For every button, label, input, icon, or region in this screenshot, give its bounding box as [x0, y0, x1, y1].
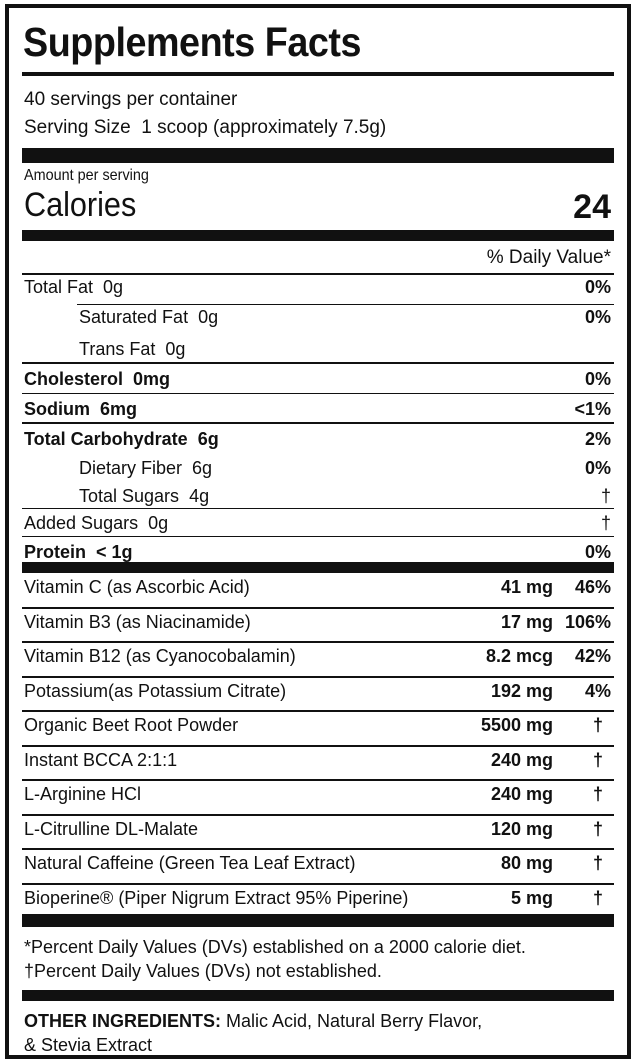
ingredient-amount: 240 mg [490, 750, 553, 770]
nutrient-amount: 0g [155, 339, 186, 359]
supplement-facts-label [5, 4, 631, 1059]
ingredient-daily-value: 46% [574, 577, 611, 597]
nutrient-label [24, 370, 170, 388]
nutrient-daily-value: 0% [584, 307, 611, 327]
divider [22, 72, 614, 76]
ingredient-daily-value: † [592, 853, 603, 873]
nutrient-label [79, 459, 212, 477]
ingredient-name: Natural Caffeine (Green Tea Leaf Extract) [24, 853, 356, 873]
row-divider [22, 508, 614, 509]
row-divider [22, 779, 614, 781]
nutrient-name: Dietary Fiber [79, 458, 183, 478]
ingredient-daily-value: † [592, 750, 603, 770]
ingredient-daily-value: † [592, 819, 603, 839]
row-divider [22, 273, 614, 275]
other-ingredients-label: OTHER INGREDIENTS: [24, 1011, 222, 1031]
divider-thick [22, 562, 614, 573]
nutrient-label [79, 308, 218, 326]
ingredient-name: Organic Beet Root Powder [24, 715, 239, 735]
ingredient-amount: 192 mg [490, 681, 553, 701]
nutrient-amount: 0g [188, 307, 219, 327]
row-divider [22, 883, 614, 885]
ingredient-amount: 17 mg [500, 612, 553, 632]
row-divider [22, 362, 614, 364]
divider-thick [22, 148, 614, 163]
ingredient-name: Bioperine® (Piper Nigrum Extract 95% Piperine) [24, 888, 409, 908]
ingredient-name: L-Arginine HCl [24, 784, 142, 804]
nutrient-name: Total Fat [24, 277, 94, 297]
nutrient-name: Added Sugars [24, 513, 139, 533]
other-ingredients [24, 1012, 482, 1030]
footnote-dv-established: *Percent Daily Values (DVs) established on a 2000 calorie diet. [24, 937, 526, 957]
row-divider [77, 304, 614, 305]
nutrient-name: Cholesterol [24, 369, 124, 389]
nutrient-label [24, 400, 137, 418]
ingredient-daily-value: † [592, 784, 603, 804]
daily-value-header: % Daily Value* [486, 247, 611, 268]
ingredient-amount: 240 mg [490, 784, 553, 804]
ingredient-amount: 5500 mg [480, 715, 553, 735]
ingredient-daily-value: 42% [574, 646, 611, 666]
nutrient-name: Trans Fat [79, 339, 156, 359]
divider-thick [22, 230, 614, 241]
nutrient-daily-value: 0% [584, 458, 611, 478]
ingredient-amount: 8.2 mcg [485, 646, 553, 666]
serving-size [24, 118, 386, 137]
nutrient-name: Saturated Fat [79, 307, 189, 327]
other-ingredients-line1: Malic Acid, Natural Berry Flavor, [226, 1011, 483, 1031]
nutrient-daily-value: 2% [584, 429, 611, 449]
nutrient-amount: 0mg [123, 369, 171, 389]
row-divider [22, 536, 614, 537]
row-divider [22, 676, 614, 678]
row-divider [22, 848, 614, 850]
nutrient-name: Protein [24, 542, 87, 562]
ingredient-amount: 41 mg [500, 577, 553, 597]
nutrient-name: Sodium [24, 399, 90, 419]
nutrient-amount: 0g [138, 513, 169, 533]
nutrient-label [24, 430, 219, 448]
nutrient-amount: 4g [179, 486, 210, 506]
row-divider [22, 607, 614, 609]
nutrient-label [79, 340, 185, 358]
row-divider [22, 710, 614, 712]
row-divider [22, 641, 614, 643]
nutrient-daily-value: † [600, 486, 611, 506]
ingredient-daily-value: 4% [584, 681, 611, 701]
nutrient-amount: 0g [93, 277, 124, 297]
nutrient-daily-value: <1% [574, 399, 611, 419]
row-divider [22, 814, 614, 816]
nutrient-name: Total Sugars [79, 486, 180, 506]
ingredient-name: Vitamin B3 (as Niacinamide) [24, 612, 251, 632]
calories-value: 24 [573, 188, 611, 226]
nutrient-amount: 6mg [90, 399, 138, 419]
footnote-dv-not-established: †Percent Daily Values (DVs) not established. [24, 961, 382, 981]
ingredient-name: L-Citrulline DL-Malate [24, 819, 199, 839]
ingredient-name: Vitamin C (as Ascorbic Acid) [24, 577, 250, 597]
nutrient-daily-value: 0% [584, 542, 611, 562]
nutrient-amount: < 1g [86, 542, 133, 562]
nutrient-daily-value: 0% [584, 277, 611, 297]
calories-label: Calories [24, 186, 137, 224]
nutrient-label [79, 487, 209, 505]
nutrient-daily-value: 0% [584, 369, 611, 389]
divider-thick [22, 914, 614, 927]
serving-size-value: 1 scoop (approximately 7.5g) [141, 117, 387, 138]
nutrient-daily-value: † [600, 513, 611, 533]
ingredient-name: Potassium(as Potassium Citrate) [24, 681, 287, 701]
label-title: Supplements Facts [23, 19, 362, 65]
divider-thick [22, 990, 614, 1001]
ingredient-daily-value: 106% [564, 612, 611, 632]
row-divider [22, 393, 614, 394]
servings-per-container: 40 servings per container [24, 89, 238, 110]
other-ingredients-line2: & Stevia Extract [24, 1035, 153, 1055]
row-divider [22, 745, 614, 747]
ingredient-name: Vitamin B12 (as Cyanocobalamin) [24, 646, 296, 666]
nutrient-amount: 6g [182, 458, 213, 478]
ingredient-amount: 80 mg [500, 853, 553, 873]
amount-per-serving: Amount per serving [24, 167, 149, 184]
ingredient-amount: 120 mg [490, 819, 553, 839]
nutrient-label [24, 514, 168, 532]
ingredient-daily-value: † [592, 888, 603, 908]
nutrient-amount: 6g [187, 429, 219, 449]
nutrient-label [24, 278, 123, 296]
nutrient-name: Total Carbohydrate [24, 429, 188, 449]
serving-size-label: Serving Size [24, 117, 131, 138]
row-divider [22, 422, 614, 424]
ingredient-amount: 5 mg [510, 888, 553, 908]
nutrient-label [24, 543, 133, 561]
ingredient-name: Instant BCCA 2:1:1 [24, 750, 178, 770]
ingredient-daily-value: † [592, 715, 603, 735]
